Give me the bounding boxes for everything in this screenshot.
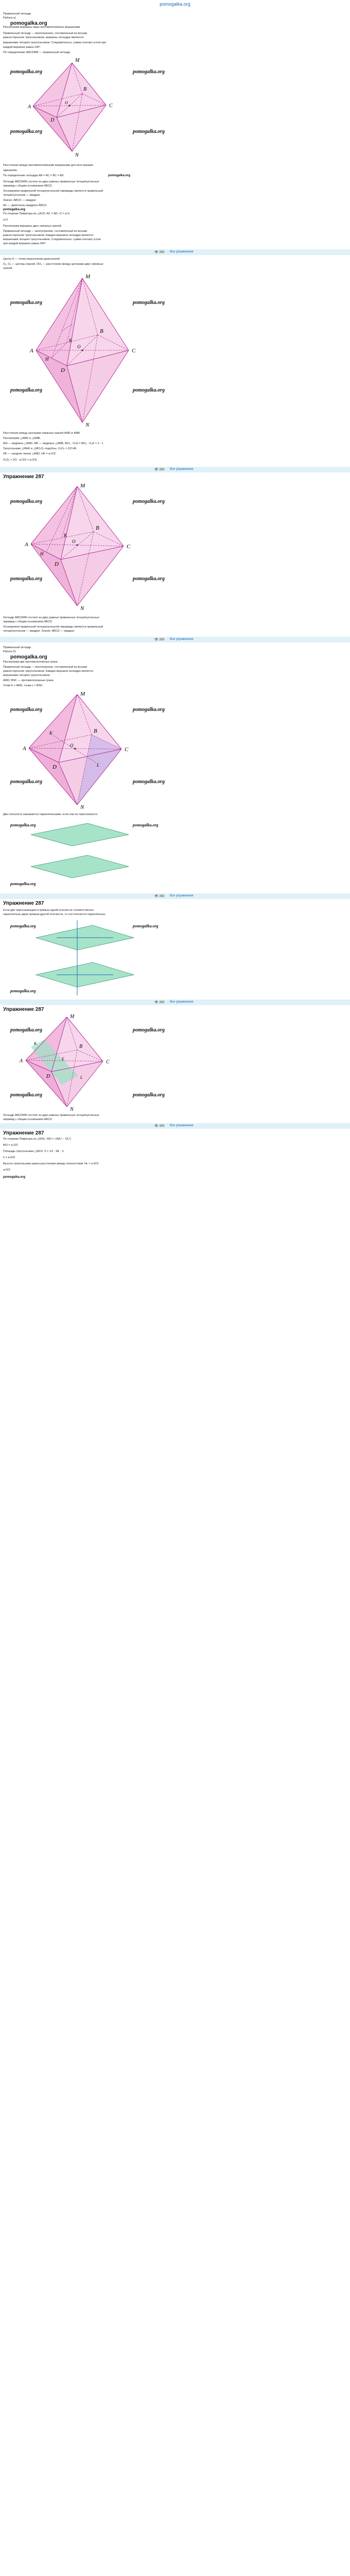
solution-bar: [0, 893, 350, 899]
watermark: pomogalka.org: [10, 823, 36, 827]
vertex-label-b: B: [94, 728, 97, 734]
vertex-label-d: D: [50, 117, 55, 123]
text-line: равносторонних треугольников. Каждая вершина октаэдра является: [3, 234, 94, 237]
text-line: вершинами четырёх треугольников. Следовательно, сумма плоских углов при: [3, 41, 107, 44]
text-line: Высота треугольника равна расстоянию между плоскостями: HL = a√6/3.: [3, 1162, 99, 1165]
all-solutions-link[interactable]: Все упражнения: [170, 1124, 194, 1127]
text-line: Основанием правильной четырехугольной пирамиды является правильный: [3, 625, 103, 629]
vertex-label-b: B: [96, 525, 99, 531]
watermark: pomogalka.org: [10, 1092, 42, 1098]
text-line: Если две пересекающиеся прямые одной плоскости соответственно: [3, 909, 94, 912]
octahedron-figure-3: [0, 482, 350, 611]
text-line: пирамид с общим основанием ABCD.: [3, 1118, 53, 1121]
vertex-label-o: O: [72, 539, 76, 544]
watermark: pomogalka.org: [10, 654, 47, 660]
watermark: pomogalka.org: [10, 300, 42, 306]
text-line: параллельны двум прямым другой плоскости, то эти плоскости параллельны.: [3, 913, 106, 916]
vertex-label-n: N: [85, 422, 90, 428]
watermark: pomogalka.org: [10, 69, 42, 75]
text-line: h = a√6/3: [3, 1156, 15, 1159]
text-line: равносторонних треугольников, вершины октаэдра являются: [3, 36, 84, 39]
views-count: 👁 393: [154, 468, 165, 471]
views-count: 👁 393: [154, 638, 165, 641]
text-line: вершинами четырёх треугольников. Следовательно, сумма плоских углов: [3, 238, 101, 241]
vertex-label-l: L: [97, 762, 100, 768]
text-line: Правильный октаэдр — многогранник, составленный из восьми: [3, 230, 87, 233]
all-solutions-link[interactable]: Все упражнения: [170, 250, 194, 253]
watermark: pomogalka.org: [108, 174, 131, 177]
vertex-label-c: C: [125, 747, 129, 753]
all-solutions-link[interactable]: Все упражнения: [170, 638, 194, 641]
text-line: пирамид с общим основанием ABCD.: [3, 184, 53, 188]
octahedron-figure-4: [0, 690, 350, 809]
text-line: По определению октаэдра AB = AC = BC = AD.: [3, 174, 65, 177]
text-line: AC — диагональ квадрата ABCD.: [3, 204, 47, 207]
exercise-heading: Упражнение 287: [3, 901, 44, 906]
vertex-label-n: N: [70, 1107, 74, 1112]
vertex-label-n: N: [75, 152, 79, 158]
vertex-label-k: K: [49, 731, 53, 736]
all-solutions-link[interactable]: Все упражнения: [170, 894, 194, 897]
vertex-label-n: N: [80, 804, 84, 809]
vertex-label-a: A: [25, 541, 28, 548]
exercise-heading: Упражнение 287: [3, 1007, 44, 1012]
vertex-label-b: B: [83, 87, 87, 92]
text-line: четырёхугольник — квадрат. Значит, ABCD — квадрат.: [3, 630, 75, 633]
octahedron-figure-1: [0, 56, 350, 159]
watermark: pomogalka.org: [133, 499, 165, 504]
exercise-heading: Упражнение 287: [3, 1130, 44, 1136]
text-line: Правильный октаэдр — многогранник, составленный из восьми: [3, 32, 87, 35]
all-solutions-link[interactable]: Все упражнения: [170, 468, 194, 471]
watermark: pomogalka.org: [10, 21, 47, 26]
text-line: Рассмотрим две противоположные грани.: [3, 660, 59, 664]
watermark: pomogalka.org: [133, 387, 165, 393]
vertex-label-o: O: [65, 100, 68, 105]
text-line: По теореме Пифагора из △MOL: MO = √(ML² − OL²): [3, 1138, 71, 1141]
solution-bar: [0, 1123, 350, 1129]
watermark: pomogalka.org: [133, 1092, 165, 1098]
watermark: pomogalka.org: [133, 707, 165, 713]
text-line: Точки K = AMD, точки L = BNC.: [3, 684, 44, 687]
vertex-label-k: K: [64, 533, 67, 538]
vertex-label-h: H: [45, 357, 49, 362]
vertex-label-o: O: [77, 344, 81, 349]
text-line: Правильный октаэдр.: [3, 12, 32, 15]
vertex-label-e: E: [62, 1057, 64, 1061]
vertex-label-d: D: [52, 764, 57, 770]
vertex-label-a: A: [23, 745, 26, 752]
all-solutions-link[interactable]: Все упражнения: [170, 1001, 194, 1004]
text-line: Расстояние между противоположными вершинами для всех вершин: [3, 164, 94, 167]
vertex-label-m: M: [85, 274, 91, 280]
views-count: 👁 393: [154, 251, 165, 254]
vertex-label-d: D: [46, 1074, 50, 1079]
text-line: одинаково.: [3, 169, 18, 172]
watermark: pomogalka.org: [10, 129, 42, 134]
vertex-label-k: K: [34, 1041, 37, 1046]
watermark: pomogalka.org: [10, 387, 42, 393]
vertex-label-c: C: [106, 1059, 110, 1065]
text-line: Расстояние между центрами смежных граней AMD и AMB.: [3, 432, 81, 435]
watermark: pomogalka.org: [133, 823, 159, 827]
vertex-label-m: M: [80, 691, 85, 697]
watermark: pomogalka.org: [133, 129, 165, 134]
watermark: pomogalka.org: [10, 707, 42, 713]
watermark: pomogalka.org: [133, 1027, 165, 1033]
text-line: Октаэдр ABCDMN состоит из двух равных правильных четырёхугольных: [3, 1114, 99, 1117]
views-count: 👁 393: [154, 1125, 165, 1128]
text-line: четырёхугольник — квадрат.: [3, 194, 41, 197]
octahedron-figure-2: [0, 273, 350, 428]
exercise-heading: Упражнение 287: [3, 474, 44, 480]
text-line: Рабо‌та б): [3, 650, 16, 653]
vertex-label-m: M: [70, 1014, 75, 1020]
watermark: pomogalka.org: [10, 576, 42, 582]
text-line: По определению ABCDMN — правильный октаэдр.: [3, 51, 71, 54]
vertex-label-d: D: [55, 561, 59, 567]
text-line: Треугольники △MHK и △MO₁O₂ подобны, O₁O₂ = 2/3 HK.: [3, 447, 77, 450]
vertex-label-m: M: [80, 483, 85, 489]
watermark: pomogalka.org: [10, 499, 42, 504]
text-line: Рассмотрим △AMD и △AMB.: [3, 437, 41, 440]
parallel-planes-figure-2: [0, 920, 350, 997]
text-line: равносторонних треугольников. Каждая вершина октаэдра является: [3, 670, 94, 673]
parallel-planes-figure-1: [0, 819, 350, 891]
text-line: Октаэдр ABCDMN состоит из двух равных правильных четырёхугольных: [3, 180, 99, 183]
watermark: pomogalka.org: [3, 208, 26, 211]
site-title[interactable]: pomogalka.org: [160, 2, 190, 7]
text-line: Рассмотрим вершины двух смежных граней.: [3, 225, 62, 228]
vertex-label-o: O: [70, 743, 74, 748]
text-line: каждой вершине равна 240°.: [3, 46, 41, 49]
vertex-label-b: B: [100, 328, 103, 334]
solution-bar: [0, 467, 350, 472]
solution-bar: [0, 637, 350, 642]
views-count: 👁 393: [154, 1001, 165, 1004]
text-line: O₁O₂ = 2/3 · a√2/2 = a√2/3.: [3, 459, 38, 462]
text-line: MH — медиана △AMD, MK — медиана △AMB, MO₁ : O₁H = MO₂ : O₂K = 2 : 1.: [3, 442, 104, 445]
vertex-label-c: C: [132, 348, 136, 354]
watermark: pomogalka.org: [3, 1176, 26, 1179]
text-line: Правильный октаэдр.: [3, 646, 32, 649]
watermark: pomogalka.org: [133, 576, 165, 582]
text-line: O₁, O₂ — центры граней, OO₁ — расстояние между центрами двух смежных: [3, 263, 103, 266]
vertex-label-l: L: [80, 1075, 83, 1080]
vertex-label-b: B: [79, 1044, 83, 1049]
watermark: pomogalka.org: [10, 882, 36, 886]
solution-bar: [0, 999, 350, 1005]
watermark: pomogalka.org: [10, 924, 36, 928]
octahedron-figure-5: [0, 1014, 350, 1112]
watermark: pomogalka.org: [10, 779, 42, 785]
watermark: pomogalka.org: [133, 779, 165, 785]
views-count: 👁 393: [154, 895, 165, 898]
vertex-label-d: D: [61, 367, 65, 374]
vertex-label-n: N: [80, 605, 84, 611]
text-line: при каждой вершине равна 240°.: [3, 242, 47, 245]
watermark: pomogalka.org: [10, 989, 36, 993]
watermark: pomogalka.org: [133, 300, 165, 306]
text-line: Площадь треугольника △MLN: S = 1/2 · ML · h.: [3, 1150, 65, 1153]
vertex-label-a: A: [30, 348, 33, 354]
text-line: Рассмотрим вершины пары противоположных вершинами.: [3, 26, 81, 29]
text-line: HK — средняя линия △ABD, HK = a√2/2.: [3, 452, 57, 455]
vertex-label-k: K: [69, 338, 73, 343]
text-line: Значит, ABCD — квадрат.: [3, 199, 37, 202]
text-line: По теореме Пифагора из △ACD: AC = AD·√2 = a√2.: [3, 212, 71, 215]
text-line: Рабо‌та а): [3, 16, 16, 20]
text-line: a√2: [3, 218, 8, 222]
vertex-label-c: C: [127, 544, 131, 550]
text-line: пирамид с общим основанием ABCD.: [3, 620, 53, 623]
vertex-label-c: C: [109, 103, 113, 109]
text-line: Правильный октаэдр — многогранник, составленный из восьми: [3, 666, 87, 669]
vertex-label-a: A: [20, 1058, 23, 1064]
vertex-label-m: M: [75, 58, 80, 63]
vertex-label-a: A: [28, 104, 31, 110]
watermark: pomogalka.org: [133, 69, 165, 75]
watermark: pomogalka.org: [10, 1027, 42, 1033]
text-line: Основанием правильной четырехугольной пирамиды является правильный: [3, 190, 103, 193]
text-line: AMD, BNC — противоположные грани.: [3, 679, 55, 682]
watermark: pomogalka.org: [133, 924, 159, 928]
solution-bar: [0, 249, 350, 255]
text-line: Две плоскости называются параллельными, если они не пересекаются.: [3, 813, 98, 816]
text-line: MO = a√2/2: [3, 1144, 18, 1147]
text-line: вершинами четырёх треугольников.: [3, 674, 50, 677]
text-line: граней.: [3, 267, 13, 270]
vertex-label-h: H: [40, 551, 44, 556]
text-line: a√6/3: [3, 1168, 10, 1172]
text-line: Центр O — точка пересечения диагоналей.: [3, 258, 61, 261]
text-line: Октаэдр ABCDMN состоит из двух равных правильных четырёхугольных: [3, 616, 99, 619]
